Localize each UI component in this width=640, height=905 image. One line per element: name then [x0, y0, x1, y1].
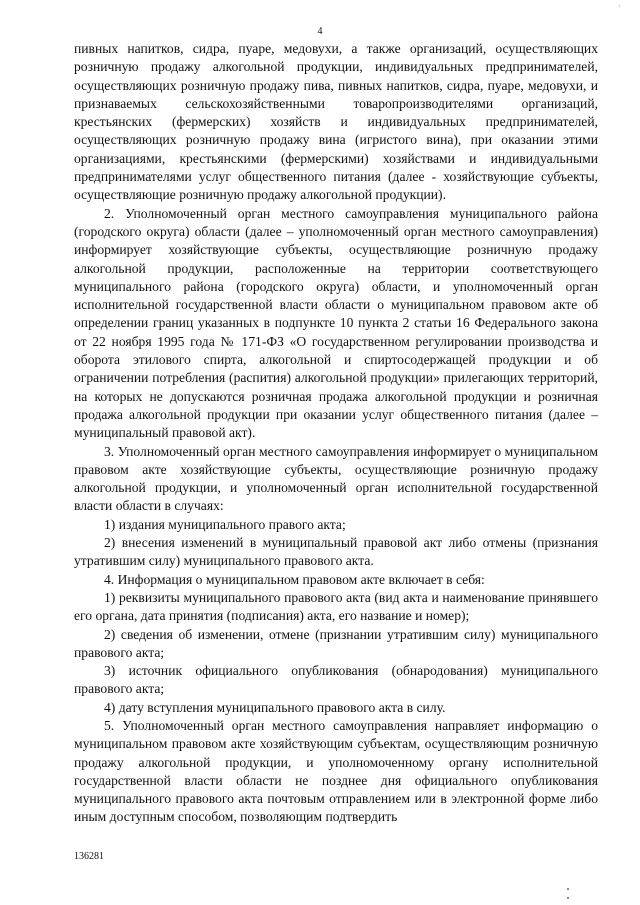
- scan-speck: [567, 888, 569, 890]
- paragraph-subitem-4-2: 2) сведения об изменении, отмене (признании утратившим силу) муниципального правового акта;: [74, 626, 598, 660]
- document-code: 136281: [74, 851, 104, 862]
- paragraph-subitem-4-4: 4) дату вступления муниципального правового акта в силу.: [104, 699, 446, 715]
- paragraph-continuation: пивных напитков, сидра, пуаре, медовухи, а также организаций, осуществляющих розничную продажу алкогольной продукции, индивидуальных предпринимателей, осуществляющих розничную продажу пива, пивных напитков, сидра, пуаре, медовухи, и признаваемых сельскохозяйственными товаропроизводителями организаций, крестьянских (фермерских) хозяйств и индивидуальных предпринимателей, осуществляющих розничную продажу вина (игристого вина), при оказании этими организациями, крестьянскими (фермерскими) хозяйствами и индивидуальными предпринимателями услуг общественного питания (далее - хозяйствующие субъекты, осуществляющие розничную продажу алкогольной продукции).: [74, 41, 598, 203]
- paragraph-subitem-4-3: 3) источник официального опубликования (обнародования) муниципального правового акта;: [74, 663, 598, 697]
- corner-mark: ·: [618, 2, 621, 11]
- scan-speck: [567, 897, 569, 899]
- paragraph-subitem-4-1: 1) реквизиты муниципального правового акта (вид акта и наименование принявшего его органа, дата принятия (подписания) акта, его название и номер);: [74, 589, 598, 624]
- paragraph-item-4: 4. Информация о муниципальном правовом акте включает в себя:: [104, 571, 485, 587]
- paragraph-item-3: 3. Уполномоченный орган местного самоуправления информирует о муниципальном правовом акте хозяйствующие субъекты, осуществляющие розничную продажу алкогольной продукции, и уполномоченный орган исполнительной государственной власти области в случаях:: [74, 443, 598, 514]
- paragraph-item-2: 2. Уполномоченный орган местного самоуправления муниципального района (городского округа) области (далее – уполномоченный орган местного самоуправления) информирует хозяйствующие субъекты, осуществляющие розничную продажу алкогольной продукции, расположенные на территории соответствующего муниципального района (городского округа) области, и уполномоченный орган исполнительной государственной власти области о муниципальном правовом акте об определении границ указанных в подпункте 10 пункта 2 статьи 16 Федерального закона от 22 ноября 1995 года № 171-ФЗ «О государственном регулировании производства и оборота этилового спирта, алкогольной и спиртосодержащей продукции и об ограничении потребления (распития) алкогольной продукции» прилегающих территорий, на которых не допускаются розничная продажа алкогольной продукции и розничная продажа алкогольной продукции при оказании услуг общественного питания (далее – муниципальный правовой акт).: [74, 205, 598, 441]
- paragraph-item-5: 5. Уполномоченный орган местного самоуправления направляет информацию о муниципальном правовом акте хозяйствующим субъектам, осуществляющим розничную продажу алкогольной продукции, и уполномоченному органу исполнительной государственной власти области не позднее дня официального опубликования муниципального правового акта почтовым отправлением или в электронной форме либо иным доступным способом, позволяющим подтвердить: [74, 717, 598, 825]
- page-number: 4: [317, 26, 323, 37]
- paragraph-subitem-3-1: 1) издания муниципального правого акта;: [104, 516, 346, 532]
- document-body: [74, 40, 598, 827]
- paragraph-subitem-3-2: 2) внесения изменений в муниципальный правовой акт либо отмены (признания утратившим силу) муниципального правового акта.: [74, 535, 598, 569]
